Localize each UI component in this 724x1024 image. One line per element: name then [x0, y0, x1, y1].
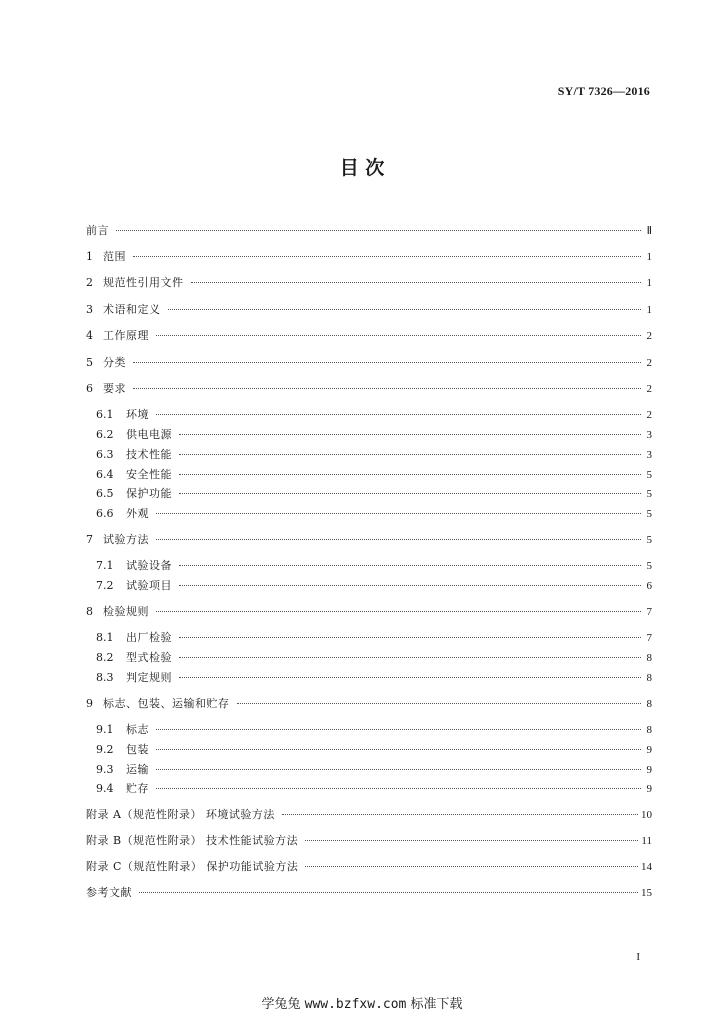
dot-leader	[156, 611, 641, 612]
toc-entry-number: 8.1	[96, 631, 114, 644]
toc-entry[interactable]	[96, 780, 652, 798]
toc-entry-number: 7.2	[96, 579, 114, 592]
dot-leader	[179, 657, 641, 658]
toc-entry[interactable]	[96, 446, 652, 464]
toc-entry-label: 保护功能	[126, 487, 172, 500]
toc-entry-label: 判定规则	[126, 671, 172, 684]
toc-entry-page: 2	[646, 357, 652, 369]
toc-entry-number: 6.2	[96, 428, 114, 441]
toc-entry-label: 环境	[126, 408, 149, 421]
dot-leader	[179, 585, 641, 586]
toc-entry-page: 5	[646, 508, 652, 520]
toc-entry-number: 6.1	[96, 408, 114, 421]
watermark-suffix: 标准下载	[410, 997, 463, 1012]
toc-entry-label: 检验规则	[103, 605, 149, 618]
toc-entry[interactable]	[96, 466, 652, 484]
dot-leader	[179, 474, 641, 475]
toc-entry-label: 技术性能	[126, 448, 172, 461]
dot-leader	[133, 362, 641, 363]
toc-entry-page: 5	[646, 488, 652, 500]
toc-entry-label: 试验方法	[103, 533, 149, 546]
toc-entry-page: 2	[646, 409, 652, 421]
dot-leader	[305, 866, 638, 867]
watermark-prefix: 学兔兔	[261, 997, 301, 1012]
toc-entry-label: 供电电源	[126, 428, 172, 441]
dot-leader	[139, 892, 638, 893]
toc-entry[interactable]	[86, 274, 652, 292]
standard-code: SY/T 7326—2016	[557, 84, 650, 98]
toc-entry-number: 7	[86, 533, 93, 546]
toc-entry-page: 6	[646, 580, 652, 592]
toc-entry-number: 8	[86, 605, 93, 618]
toc-entry-label: 试验设备	[126, 559, 172, 572]
dot-leader	[156, 539, 641, 540]
toc-entry-label: 贮存	[126, 782, 149, 795]
toc-entry[interactable]	[86, 531, 652, 549]
toc-entry-page: 8	[646, 698, 652, 710]
toc-entry[interactable]	[86, 832, 652, 850]
toc-entry-label: 附录 A（规范性附录） 环境试验方法	[86, 808, 275, 821]
dot-leader	[156, 769, 641, 770]
dot-leader	[156, 513, 641, 514]
toc-entry-label: 型式检验	[126, 651, 172, 664]
dot-leader	[179, 434, 641, 435]
toc-entry-number: 4	[86, 329, 93, 342]
toc-entry-page: 8	[646, 652, 652, 664]
toc-entry-page: 14	[641, 861, 652, 873]
toc-entry[interactable]	[86, 380, 652, 398]
toc-entry-page: 9	[646, 764, 652, 776]
toc-entry[interactable]	[96, 485, 652, 503]
dot-leader	[191, 282, 642, 283]
toc-entry-label: 术语和定义	[103, 303, 161, 316]
toc-entry-label: 运输	[126, 763, 149, 776]
toc-entry-page: 7	[646, 632, 652, 644]
toc-entry-number: 6	[86, 382, 93, 395]
toc-entry-page: 3	[646, 449, 652, 461]
dot-leader	[156, 749, 641, 750]
toc-entry-page: 11	[641, 835, 652, 847]
toc-entry[interactable]	[96, 649, 652, 667]
toc-entry-label: 试验项目	[126, 579, 172, 592]
toc-entry-page: 2	[646, 330, 652, 342]
toc-entry[interactable]	[96, 629, 652, 647]
toc-entry[interactable]	[96, 557, 652, 575]
toc-entry-page: 10	[641, 809, 652, 821]
toc-entry-page: Ⅱ	[646, 225, 652, 237]
toc-entry-page: 1	[646, 251, 652, 263]
toc-entry-label: 分类	[103, 356, 126, 369]
dot-leader	[282, 814, 638, 815]
toc-entry-label: 前言	[86, 224, 109, 237]
toc-entry-number: 3	[86, 303, 93, 316]
toc-entry-number: 2	[86, 276, 93, 289]
watermark	[0, 993, 724, 1012]
toc-entry[interactable]	[96, 577, 652, 595]
toc-entry-page: 5	[646, 469, 652, 481]
toc-entry-number: 9.1	[96, 723, 114, 736]
toc-entry-number: 1	[86, 250, 93, 263]
toc-entry-page: 9	[646, 783, 652, 795]
toc-entry[interactable]	[86, 884, 652, 902]
toc-entry-page: 7	[646, 606, 652, 618]
toc-entry-label: 安全性能	[126, 468, 172, 481]
toc-entry-page: 8	[646, 672, 652, 684]
dot-leader	[168, 309, 642, 310]
toc-entry-page: 1	[646, 277, 652, 289]
toc-entry[interactable]	[96, 505, 652, 523]
toc-entry[interactable]	[86, 603, 652, 621]
page-number: I	[636, 951, 640, 963]
toc-entry[interactable]	[86, 354, 652, 372]
toc-entry-label: 附录 C（规范性附录） 保护功能试验方法	[86, 860, 299, 873]
toc-entry-page: 5	[646, 534, 652, 546]
toc-entry-number: 9	[86, 697, 93, 710]
toc-entry[interactable]	[96, 406, 652, 424]
toc-entry-label: 规范性引用文件	[103, 276, 184, 289]
toc-entry-page: 15	[641, 887, 652, 899]
toc-entry-number: 6.6	[96, 507, 114, 520]
toc-entry-number: 9.3	[96, 763, 114, 776]
toc-entry-page: 9	[646, 744, 652, 756]
dot-leader	[305, 840, 638, 841]
toc-entry-label: 包装	[126, 743, 149, 756]
toc-entry-label: 外观	[126, 507, 149, 520]
dot-leader	[179, 677, 641, 678]
toc-entry-number: 8.2	[96, 651, 114, 664]
toc-entry[interactable]	[96, 761, 652, 779]
toc-entry-label: 范围	[103, 250, 126, 263]
toc-entry-label: 标志、包装、运输和贮存	[103, 697, 230, 710]
toc-entry-number: 9.4	[96, 782, 114, 795]
toc-entry-page: 5	[646, 560, 652, 572]
toc-entry-label: 附录 B（规范性附录） 技术性能试验方法	[86, 834, 299, 847]
toc-entry-number: 9.2	[96, 743, 114, 756]
toc-entry[interactable]	[86, 858, 652, 876]
toc-entry-label: 要求	[103, 382, 126, 395]
dot-leader	[156, 335, 641, 336]
toc-entry-label: 参考文献	[86, 886, 132, 899]
toc-entry-number: 6.3	[96, 448, 114, 461]
toc-entry-number: 8.3	[96, 671, 114, 684]
toc-entry[interactable]	[86, 695, 652, 713]
dot-leader	[133, 256, 641, 257]
watermark-url[interactable]: www.bzfxw.com	[304, 997, 407, 1012]
toc-entry[interactable]	[96, 669, 652, 687]
dot-leader	[116, 230, 641, 231]
dot-leader	[156, 414, 641, 415]
toc-entry-number: 7.1	[96, 559, 114, 572]
toc-entry[interactable]	[96, 721, 652, 739]
toc-entry-page: 8	[646, 724, 652, 736]
dot-leader	[179, 565, 641, 566]
toc-entry[interactable]	[86, 222, 652, 240]
dot-leader	[237, 703, 642, 704]
toc-entry-label: 标志	[126, 723, 149, 736]
toc-entry[interactable]	[86, 248, 652, 266]
toc-entry-label: 出厂检验	[126, 631, 172, 644]
toc-entry[interactable]	[86, 806, 652, 824]
toc-entry[interactable]	[96, 741, 652, 759]
dot-leader	[133, 388, 641, 389]
dot-leader	[179, 454, 641, 455]
dot-leader	[156, 729, 641, 730]
dot-leader	[156, 788, 641, 789]
page-title: 目 次	[339, 157, 385, 179]
toc-entry[interactable]	[96, 426, 652, 444]
toc-entry-number: 5	[86, 356, 93, 369]
toc-entry[interactable]	[86, 301, 652, 319]
dot-leader	[179, 493, 641, 494]
dot-leader	[179, 637, 641, 638]
toc-entry-page: 3	[646, 429, 652, 441]
toc-entry-page: 2	[646, 383, 652, 395]
toc-entry-page: 1	[646, 304, 652, 316]
toc-entry-number: 6.5	[96, 487, 114, 500]
toc-entry[interactable]	[86, 327, 652, 345]
toc-entry-number: 6.4	[96, 468, 114, 481]
toc-entry-label: 工作原理	[103, 329, 149, 342]
